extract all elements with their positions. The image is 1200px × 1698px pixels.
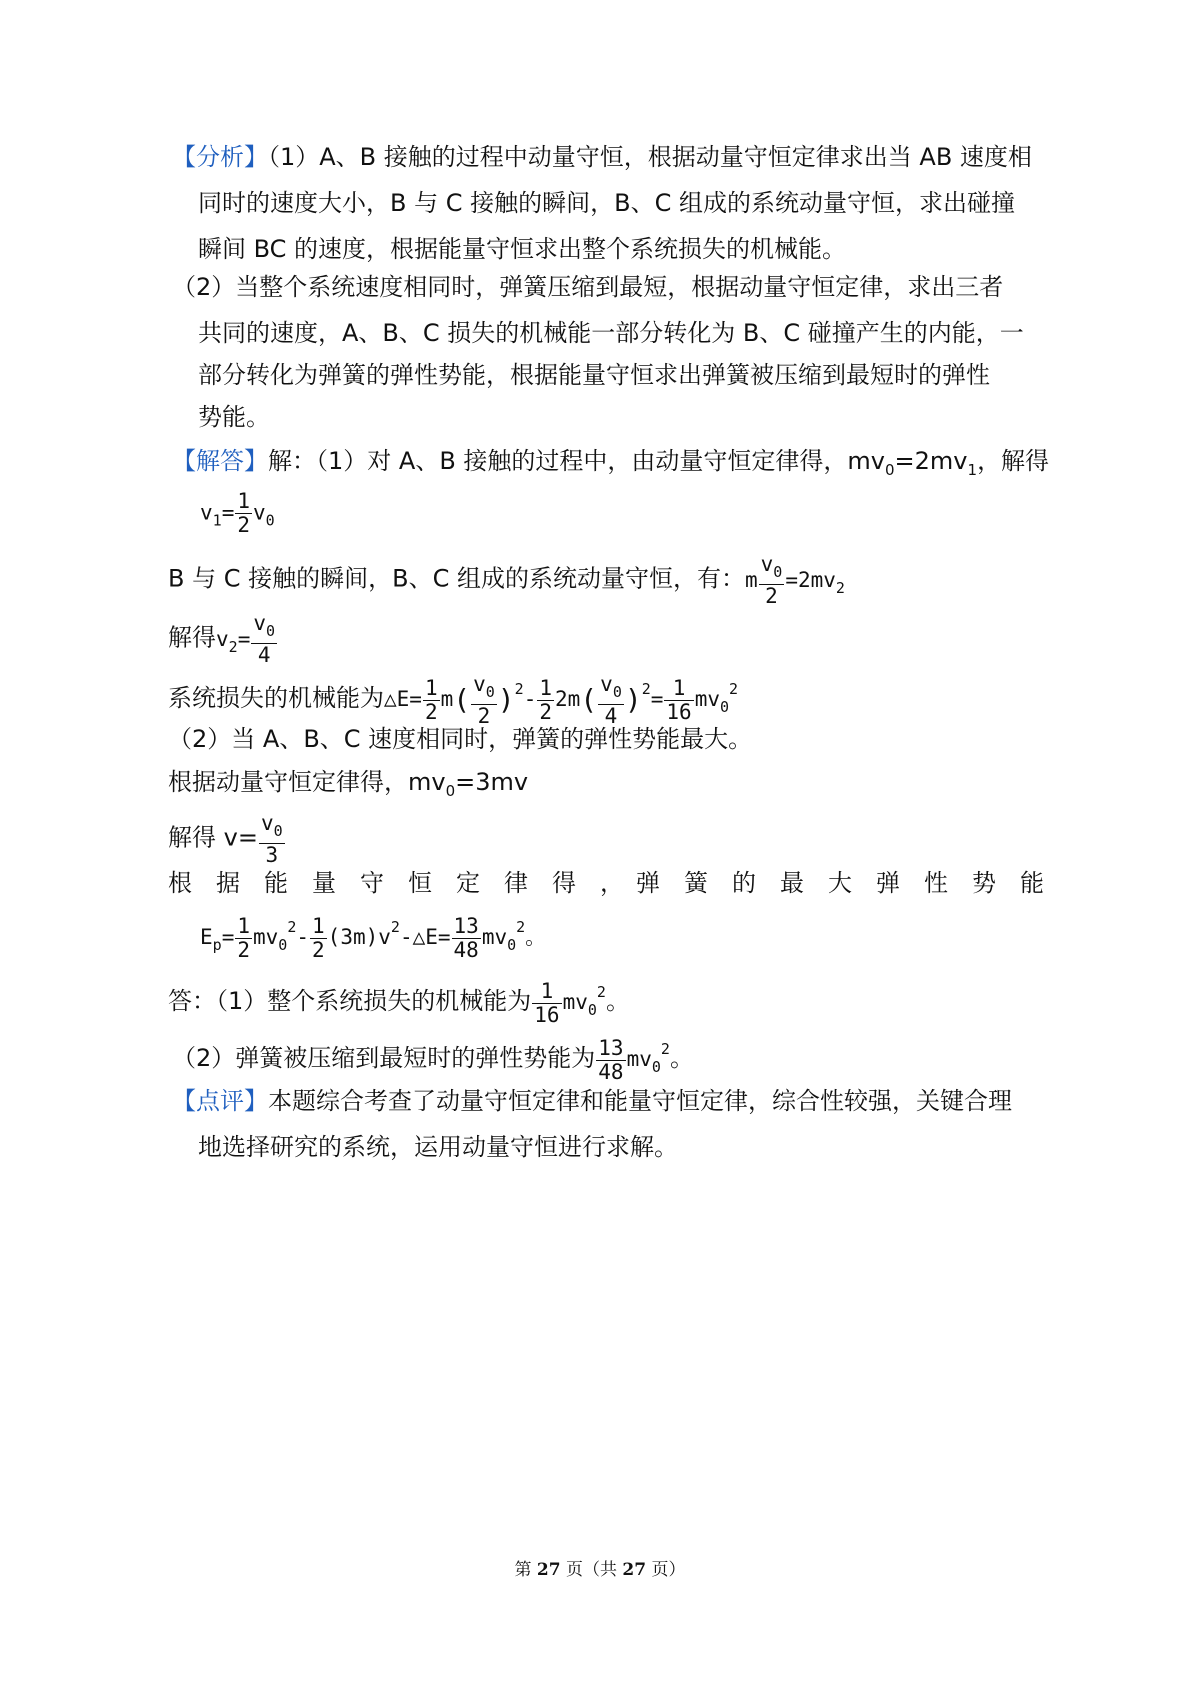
- analysis-line-5: 共同的速度，A、B、C 损失的机械能一部分转化为 B、C 碰撞产生的内能，一: [198, 319, 1024, 347]
- analysis-text: （1）A、B 接触的过程中动量守恒，根据动量守恒定律求出当 AB 速度相: [268, 143, 1032, 171]
- page-total: 27: [622, 1560, 647, 1580]
- answer-line-9: 根 据 能 量 守 恒 定 律 得 ， 弹 簧 的 最 大 弹 性 势 能: [168, 869, 1044, 897]
- analysis-tag: 【分析】: [172, 143, 268, 171]
- fraction: $\frac{1}{2}$: [237, 489, 250, 537]
- analysis-line-3: 瞬间 BC 的速度，根据能量守恒求出整个系统损失的机械能。: [198, 235, 847, 263]
- analysis-line-2: 同时的速度大小，B 与 C 接触的瞬间，B、C 组成的系统动量守恒，求出碰撞: [198, 189, 1015, 217]
- analysis-line-1: [172, 140, 1032, 174]
- answer-line-5: 系统损失的机械能为△E= $\frac{1}{2}$ m( $\frac{v_0}{2}$ )$^2$- $\frac{1}{2}$ 2m( $\frac{v_0}{4}$ )$^2$= $\frac{1}{16}$ $mv_0^2$: [168, 671, 739, 728]
- answer-line-3: B 与 C 接触的瞬间，B、C 组成的系统动量守恒，有：m $\frac{v_0}{2}$ $=2mv_2$: [168, 552, 845, 608]
- analysis-line-4: （2）当整个系统速度相同时，弹簧压缩到最短，根据动量守恒定律，求出三者: [172, 273, 1004, 301]
- fraction: $\frac{v_0}{2}$: [760, 552, 783, 608]
- answer-line-4: 解得$v_2=$ $\frac{v_0}{4}$: [168, 611, 276, 667]
- page-number: 27: [536, 1560, 561, 1580]
- analysis-line-6: 部分转化为弹簧的弹性势能，根据能量守恒求出弹簧被压缩到最短时的弹性: [198, 361, 990, 389]
- answer-line-8: 解得 v= $\frac{v_0}{3}$: [168, 811, 283, 867]
- page-footer: 第 27 页（共 27 页）: [514, 1560, 686, 1580]
- comment-line-2: 地选择研究的系统，运用动量守恒进行求解。: [198, 1133, 678, 1161]
- formula-v1: $v_1=$ $\frac{1}{2}$ $v_0$: [200, 489, 275, 537]
- comment-tag: 【点评】: [172, 1087, 268, 1115]
- formula-ep: $E_p=$ $\frac{1}{2}$ $mv_0^2-$ $\frac{1}{2}$ $(3m)v^2-\triangle E=$ $\frac{13}{48}$ $mv_0^2$。: [200, 913, 547, 962]
- fraction: $\frac{v_0}{4}$: [253, 611, 276, 667]
- answer-line-1: 【解答】解：（1）对 A、B 接触的过程中，由动量守恒定律得，$mv_0=2mv_1$，解得: [172, 447, 1050, 479]
- conclusion-line-2: （2）弹簧被压缩到最短时的弹性势能为 $\frac{13}{48}$ $mv_0^2$。: [172, 1035, 694, 1084]
- answer-tag: 【解答】: [172, 447, 268, 475]
- conclusion-line-1: 答：（1）整个系统损失的机械能为 $\frac{1}{16}$ $mv_0^2$。: [168, 978, 630, 1027]
- comment-line-1: 【点评】本题综合考查了动量守恒定律和能量守恒定律，综合性较强，关键合理: [172, 1087, 1012, 1115]
- analysis-line-7: 势能。: [198, 403, 270, 431]
- answer-line-7: 根据动量守恒定律得，$mv_0=3mv$: [168, 768, 529, 800]
- answer-line-6: （2）当 A、B、C 速度相同时，弹簧的弹性势能最大。: [168, 725, 753, 753]
